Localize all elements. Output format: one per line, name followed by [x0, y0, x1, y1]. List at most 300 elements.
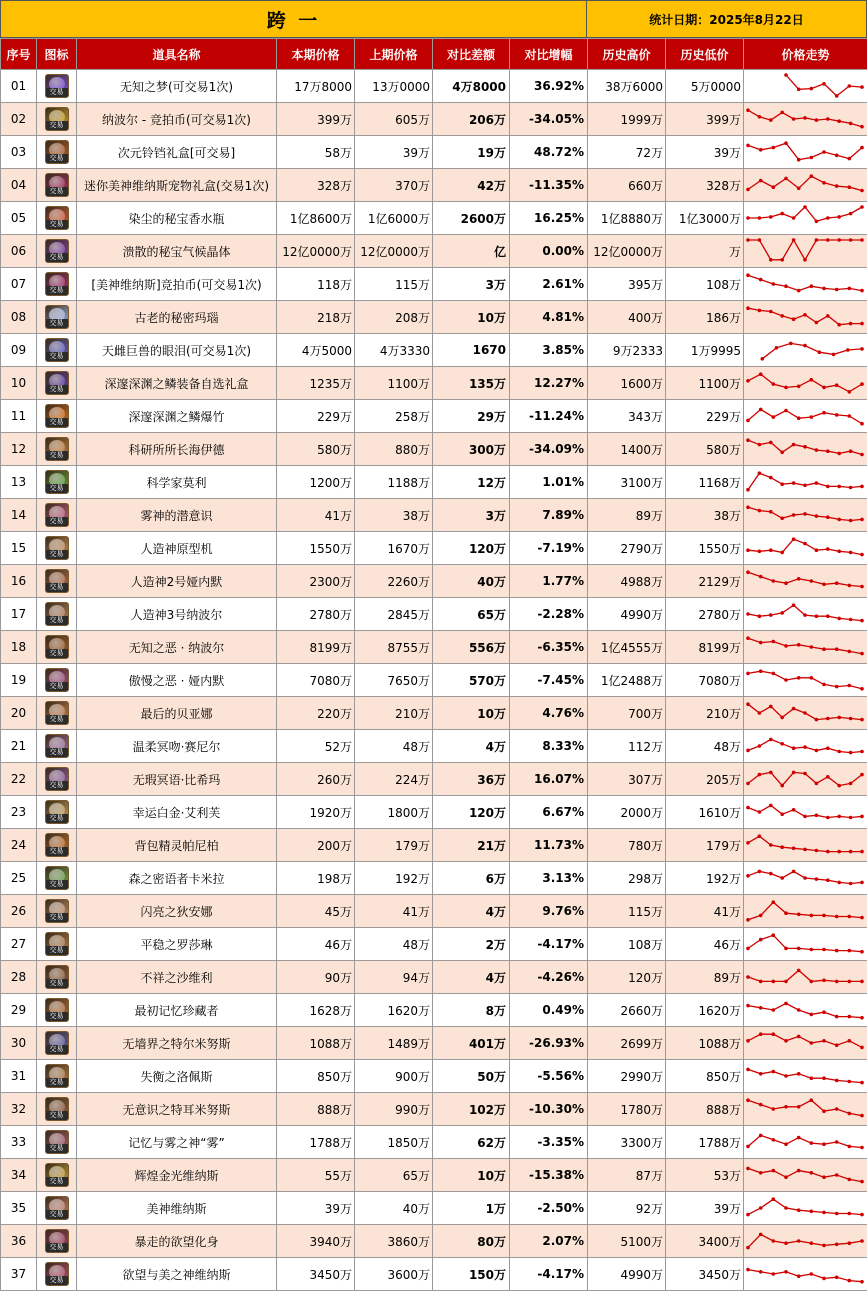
- trend-cell: [744, 1027, 867, 1060]
- trend-point: [815, 118, 819, 122]
- history-high: 307万: [588, 763, 666, 796]
- table-row: [1, 928, 867, 961]
- trend-point: [860, 750, 864, 754]
- history-low: 210万: [666, 697, 744, 730]
- trend-point: [784, 1175, 788, 1179]
- history-high: 1亿2488万: [588, 664, 666, 697]
- price-change-pct: 4.81%: [510, 301, 588, 334]
- trend-point: [835, 949, 839, 953]
- trend-point: [826, 717, 830, 721]
- trend-cell: [744, 796, 867, 829]
- history-low: 229万: [666, 400, 744, 433]
- trend-line: [748, 671, 862, 689]
- trend-point: [815, 782, 819, 786]
- item-icon-cell: [37, 1159, 77, 1192]
- trend-line: [748, 374, 862, 392]
- trend-point: [772, 1239, 776, 1243]
- table-row: [1, 994, 867, 1027]
- trend-point: [849, 551, 853, 555]
- trend-point: [826, 775, 830, 779]
- trend-point: [803, 876, 807, 880]
- table-row: [1, 1159, 867, 1192]
- col-header-difference: 对比差额: [433, 39, 510, 70]
- item-icon-cell: [37, 796, 77, 829]
- trend-point: [746, 874, 750, 878]
- item-icon-cell: [37, 664, 77, 697]
- trend-point: [803, 711, 807, 715]
- trend-point: [792, 808, 796, 812]
- trend-point: [780, 517, 784, 521]
- trend-cell: [744, 136, 867, 169]
- trend-point: [803, 848, 807, 852]
- previous-price: 4万3330: [355, 334, 433, 367]
- trend-point: [860, 485, 864, 489]
- item-name: 失衡之洛佩斯: [77, 1060, 277, 1093]
- price-change-pct: -34.05%: [510, 103, 588, 136]
- history-high: 1亿8880万: [588, 202, 666, 235]
- trend-cell: [744, 301, 867, 334]
- trend-point: [759, 980, 763, 984]
- trade-tag: 交易: [46, 1243, 68, 1252]
- item-icon: [45, 1196, 69, 1220]
- item-icon-cell: [37, 1093, 77, 1126]
- trend-point: [758, 550, 762, 554]
- trend-sparkline: [744, 863, 866, 893]
- trend-point: [746, 806, 750, 810]
- item-icon: [45, 239, 69, 263]
- trend-point: [860, 125, 864, 129]
- trend-point: [849, 486, 853, 490]
- trend-point: [746, 1167, 750, 1171]
- trend-point: [860, 1081, 864, 1085]
- trend-point: [803, 344, 807, 348]
- item-icon: [45, 1031, 69, 1055]
- trend-cell: [744, 994, 867, 1027]
- trend-point: [803, 512, 807, 516]
- previous-price: 370万: [355, 169, 433, 202]
- trend-sparkline: [744, 71, 866, 101]
- trend-point: [769, 258, 773, 262]
- trend-point: [792, 537, 796, 541]
- trend-point: [784, 73, 788, 77]
- trend-point: [848, 915, 852, 919]
- table-row: [1, 400, 867, 433]
- history-high: 4990万: [588, 1258, 666, 1291]
- item-name: 辉煌金光维纳斯: [77, 1159, 277, 1192]
- table-row: [1, 268, 867, 301]
- row-index: 34: [1, 1159, 37, 1192]
- trend-point: [780, 482, 784, 486]
- trend-sparkline: [744, 269, 866, 299]
- item-icon: [45, 470, 69, 494]
- item-name: 科学家莫利: [77, 466, 277, 499]
- trend-point: [849, 882, 853, 886]
- trend-point: [758, 309, 762, 313]
- price-difference: 401万: [433, 1027, 510, 1060]
- trend-point: [792, 481, 796, 485]
- trade-tag: 交易: [46, 748, 68, 757]
- item-icon-cell: [37, 169, 77, 202]
- trend-point: [860, 980, 864, 984]
- item-icon: [45, 404, 69, 428]
- trend-point: [826, 515, 830, 519]
- trend-cell: [744, 169, 867, 202]
- trend-point: [769, 215, 773, 219]
- trend-point: [818, 350, 822, 354]
- previous-price: 7650万: [355, 664, 433, 697]
- trade-tag: 交易: [46, 220, 68, 229]
- trend-point: [772, 282, 776, 286]
- trend-point: [797, 385, 801, 389]
- trend-point: [758, 115, 762, 119]
- trend-point: [784, 141, 788, 145]
- trend-point: [815, 877, 819, 881]
- trend-point: [759, 278, 763, 282]
- item-name: [美神维纳斯]竞拍币(可交易1次): [77, 268, 277, 301]
- trend-point: [746, 975, 750, 979]
- trend-point: [810, 1241, 814, 1245]
- trend-point: [746, 1246, 750, 1250]
- previous-price: 13万0000: [355, 70, 433, 103]
- item-name: 染尘的秘宝香水瓶: [77, 202, 277, 235]
- trend-point: [758, 509, 762, 513]
- trend-point: [848, 949, 852, 953]
- trend-point: [822, 287, 826, 291]
- trend-cell: [744, 70, 867, 103]
- table-row: [1, 565, 867, 598]
- item-icon-cell: [37, 895, 77, 928]
- trend-line: [748, 935, 862, 952]
- trend-point: [810, 87, 814, 91]
- item-name: 纳波尔 - 竞拍币(可交易1次): [77, 103, 277, 136]
- trend-point: [860, 1213, 864, 1217]
- price-difference: 亿: [433, 235, 510, 268]
- trend-line: [748, 1100, 862, 1115]
- trend-point: [759, 148, 763, 152]
- trend-point: [769, 548, 773, 552]
- trend-point: [797, 1169, 801, 1173]
- col-header-history-high: 历史高价: [588, 39, 666, 70]
- trend-line: [748, 1069, 862, 1082]
- trend-point: [835, 1212, 839, 1216]
- trend-point: [849, 449, 853, 453]
- trend-point: [772, 1197, 776, 1201]
- trend-point: [784, 980, 788, 984]
- trend-sparkline: [744, 896, 866, 926]
- history-low: 399万: [666, 103, 744, 136]
- trend-cell: [744, 466, 867, 499]
- col-header-previous-price: 上期价格: [355, 39, 433, 70]
- trade-tag: 交易: [46, 88, 68, 97]
- previous-price: 41万: [355, 895, 433, 928]
- table-header-row: [1, 39, 867, 70]
- price-change-pct: 16.25%: [510, 202, 588, 235]
- trend-point: [780, 451, 784, 455]
- trend-point: [848, 287, 852, 291]
- price-difference: 4万: [433, 961, 510, 994]
- current-price: 12亿0000万: [277, 235, 355, 268]
- trend-point: [837, 518, 841, 522]
- trend-point: [746, 108, 750, 112]
- table-row: [1, 862, 867, 895]
- trend-point: [822, 979, 826, 983]
- trend-line: [748, 176, 862, 190]
- price-difference: 556万: [433, 631, 510, 664]
- price-change-pct: 16.07%: [510, 763, 588, 796]
- trend-point: [797, 1105, 801, 1109]
- row-index: 22: [1, 763, 37, 796]
- previous-price: 8755万: [355, 631, 433, 664]
- trend-point: [803, 205, 807, 209]
- history-high: 92万: [588, 1192, 666, 1225]
- trend-point: [769, 510, 773, 514]
- trade-tag: 交易: [46, 715, 68, 724]
- trend-sparkline: [744, 500, 866, 530]
- table-row: [1, 301, 867, 334]
- table-row: [1, 1126, 867, 1159]
- trend-cell: [744, 1258, 867, 1291]
- trend-point: [810, 645, 814, 649]
- trend-point: [810, 174, 814, 178]
- current-price: 17万8000: [277, 70, 355, 103]
- trend-point: [826, 485, 830, 489]
- item-name: 最后的贝亚娜: [77, 697, 277, 730]
- current-price: 1亿8600万: [277, 202, 355, 235]
- current-price: 220万: [277, 697, 355, 730]
- item-icon-cell: [37, 1192, 77, 1225]
- trend-point: [826, 547, 830, 551]
- item-name: 无知之恶 · 纳波尔: [77, 631, 277, 664]
- trend-point: [772, 672, 776, 676]
- trend-point: [746, 749, 750, 753]
- history-low: 7080万: [666, 664, 744, 697]
- item-name: 人造神原型机: [77, 532, 277, 565]
- trend-point: [803, 116, 807, 120]
- trend-point: [810, 980, 814, 984]
- previous-price: 224万: [355, 763, 433, 796]
- history-low: 1088万: [666, 1027, 744, 1060]
- price-difference: 4万8000: [433, 70, 510, 103]
- item-name: 记忆与雾之神“雾”: [77, 1126, 277, 1159]
- trend-point: [815, 548, 819, 552]
- trend-line: [748, 638, 862, 653]
- trend-point: [848, 1178, 852, 1182]
- trend-point: [792, 847, 796, 851]
- trend-point: [835, 1107, 839, 1111]
- history-high: 1780万: [588, 1093, 666, 1126]
- item-icon-cell: [37, 631, 77, 664]
- history-high: 112万: [588, 730, 666, 763]
- row-index: 24: [1, 829, 37, 862]
- trend-point: [860, 652, 864, 656]
- trend-sparkline: [744, 566, 866, 596]
- item-name: 人造神3号纳波尔: [77, 598, 277, 631]
- item-icon-cell: [37, 730, 77, 763]
- trend-point: [784, 1002, 788, 1006]
- trend-point: [746, 548, 750, 552]
- row-index: 36: [1, 1225, 37, 1258]
- trend-point: [797, 187, 801, 191]
- trend-point: [849, 751, 853, 755]
- previous-price: 40万: [355, 1192, 433, 1225]
- previous-price: 48万: [355, 928, 433, 961]
- trend-point: [797, 416, 801, 420]
- item-icon-cell: [37, 961, 77, 994]
- item-icon: [45, 140, 69, 164]
- trend-cell: [744, 1060, 867, 1093]
- price-change-pct: -34.09%: [510, 433, 588, 466]
- item-icon-cell: [37, 334, 77, 367]
- trend-point: [815, 321, 819, 325]
- current-price: 4万5000: [277, 334, 355, 367]
- price-difference: 10万: [433, 697, 510, 730]
- trend-point: [792, 746, 796, 750]
- trend-point: [784, 177, 788, 181]
- trend-point: [810, 1013, 814, 1017]
- current-price: 3450万: [277, 1258, 355, 1291]
- trend-point: [860, 1114, 864, 1118]
- trend-point: [746, 672, 750, 676]
- item-icon: [45, 734, 69, 758]
- trend-point: [848, 1080, 852, 1084]
- trend-cell: [744, 532, 867, 565]
- trade-tag: 交易: [46, 616, 68, 625]
- trend-sparkline: [744, 665, 866, 695]
- trend-point: [746, 1145, 750, 1149]
- trend-sparkline: [744, 434, 866, 464]
- trend-point: [772, 1070, 776, 1074]
- item-icon: [45, 1064, 69, 1088]
- trend-point: [758, 744, 762, 748]
- trend-point: [835, 647, 839, 651]
- item-icon-cell: [37, 862, 77, 895]
- trend-point: [769, 705, 773, 709]
- item-name: 迷你美神维纳斯宠物礼盒(交易1次): [77, 169, 277, 202]
- trade-tag: 交易: [46, 352, 68, 361]
- history-low: 179万: [666, 829, 744, 862]
- trend-point: [759, 641, 763, 645]
- item-icon: [45, 965, 69, 989]
- price-change-pct: 36.92%: [510, 70, 588, 103]
- trend-point: [758, 810, 762, 814]
- row-index: 14: [1, 499, 37, 532]
- trend-point: [826, 238, 830, 242]
- trend-point: [803, 613, 807, 617]
- row-index: 01: [1, 70, 37, 103]
- trend-point: [849, 212, 853, 216]
- table-row: [1, 1093, 867, 1126]
- table-row: [1, 598, 867, 631]
- trend-point: [860, 815, 864, 819]
- trend-line: [748, 1034, 862, 1047]
- trend-point: [860, 553, 864, 557]
- item-icon-cell: [37, 928, 77, 961]
- previous-price: 179万: [355, 829, 433, 862]
- trend-point: [848, 1015, 852, 1019]
- item-icon: [45, 767, 69, 791]
- item-icon: [45, 800, 69, 824]
- previous-price: 2845万: [355, 598, 433, 631]
- trend-point: [784, 1105, 788, 1109]
- trend-point: [772, 1032, 776, 1036]
- trade-tag: 交易: [46, 385, 68, 394]
- trend-point: [837, 750, 841, 754]
- trend-point: [769, 804, 773, 808]
- trend-point: [746, 488, 750, 492]
- price-change-pct: -2.50%: [510, 1192, 588, 1225]
- current-price: 39万: [277, 1192, 355, 1225]
- trend-sparkline: [744, 698, 866, 728]
- price-change-pct: 3.13%: [510, 862, 588, 895]
- trend-line: [748, 539, 862, 554]
- previous-price: 1亿6000万: [355, 202, 433, 235]
- trend-sparkline: [744, 962, 866, 992]
- trend-sparkline: [744, 104, 866, 134]
- trend-point: [746, 947, 750, 951]
- trend-point: [780, 212, 784, 216]
- trend-point: [758, 834, 762, 838]
- trend-point: [860, 289, 864, 293]
- trend-cell: [744, 499, 867, 532]
- item-icon: [45, 833, 69, 857]
- trend-point: [784, 947, 788, 951]
- trend-point: [835, 1276, 839, 1280]
- row-index: 31: [1, 1060, 37, 1093]
- previous-price: 115万: [355, 268, 433, 301]
- price-difference: 65万: [433, 598, 510, 631]
- trend-point: [826, 850, 830, 854]
- trend-point: [792, 117, 796, 121]
- trade-tag: 交易: [46, 781, 68, 790]
- item-name: 暴走的欲望化身: [77, 1225, 277, 1258]
- price-difference: 300万: [433, 433, 510, 466]
- trend-cell: [744, 433, 867, 466]
- item-icon: [45, 866, 69, 890]
- trend-point: [759, 1072, 763, 1076]
- price-difference: 120万: [433, 532, 510, 565]
- trend-point: [860, 1016, 864, 1020]
- trend-point: [803, 484, 807, 488]
- price-change-pct: 2.61%: [510, 268, 588, 301]
- trend-point: [822, 181, 826, 185]
- row-index: 28: [1, 961, 37, 994]
- trend-point: [835, 581, 839, 585]
- price-difference: 4万: [433, 730, 510, 763]
- trend-point: [860, 773, 864, 777]
- trend-point: [837, 119, 841, 123]
- trend-point: [792, 443, 796, 447]
- price-difference: 19万: [433, 136, 510, 169]
- trend-point: [848, 185, 852, 189]
- trend-point: [837, 485, 841, 489]
- item-icon-cell: [37, 70, 77, 103]
- trend-point: [792, 513, 796, 517]
- trade-tag: 交易: [46, 253, 68, 262]
- trend-point: [746, 636, 750, 640]
- history-high: 9万2333: [588, 334, 666, 367]
- trend-point: [860, 146, 864, 150]
- trend-point: [860, 453, 864, 457]
- price-difference: 12万: [433, 466, 510, 499]
- price-difference: 42万: [433, 169, 510, 202]
- stat-date: 统计日期：2025年8月22日: [587, 0, 867, 38]
- trend-point: [761, 357, 765, 361]
- table-row: [1, 1192, 867, 1225]
- history-high: 298万: [588, 862, 666, 895]
- trend-point: [746, 918, 750, 922]
- item-icon: [45, 1130, 69, 1154]
- history-high: 120万: [588, 961, 666, 994]
